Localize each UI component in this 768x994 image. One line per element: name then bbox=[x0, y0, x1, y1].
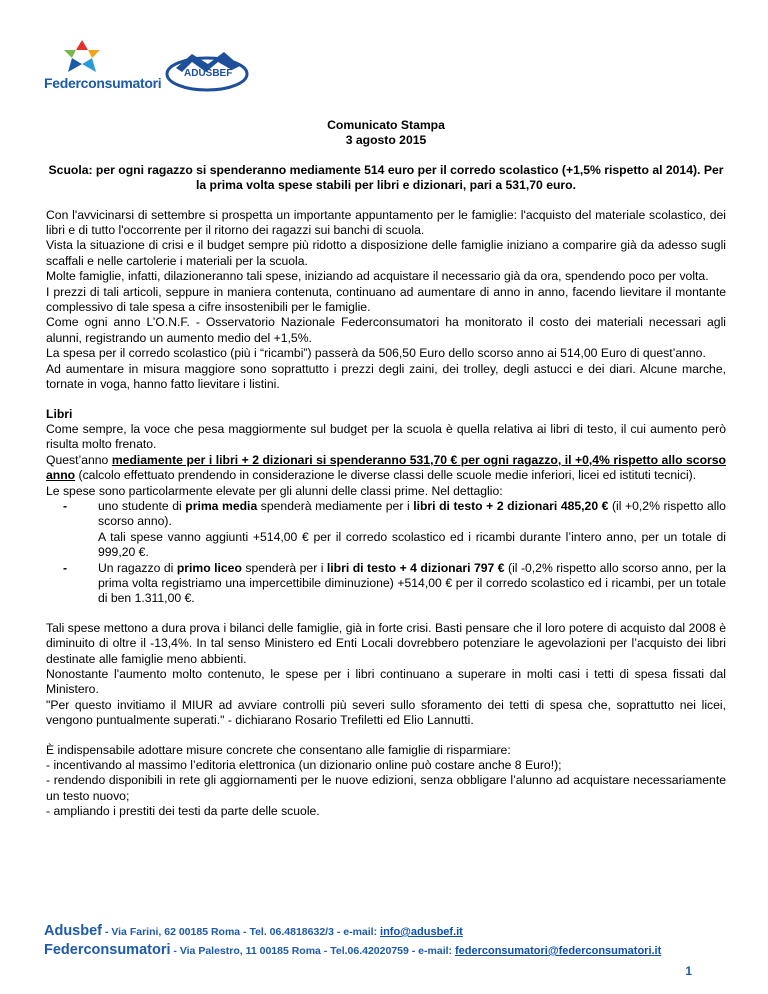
body-paragraph: Tali spese mettono a dura prova i bilanci delle famiglie, già in forte crisi. Basti pensare che il loro potere di acquisto dal 2008 è diminuito di oltre il -13,4%. In tal senso Ministero ed Enti Locali dovrebbero potenziare le agevolazioni per l’acquisto dei libri destinate alle famiglie meno abbienti. bbox=[46, 620, 726, 666]
intro-paragraph: Con l'avvicinarsi di settembre si prospetta un importante appuntamento per le famiglie: l'acquisto del materiale scolastico, dei libri e di tutto l'occorrente per il ritorno dei ragazzi sui banchi di scuola. bbox=[46, 207, 726, 238]
body-paragraph: - incentivando al massimo l’editoria elettronica (un dizionario online può costare anche 8 Euro!); bbox=[46, 758, 562, 773]
body-paragraph: Nonostante l'aumento molto contenuto, le spese per i libri continuano a superare in molti casi i tetti di spesa fissati dal Ministero. bbox=[46, 667, 726, 697]
release-date: 3 agosto 2015 bbox=[345, 133, 427, 148]
body-paragraph: - ampliando i prestiti dei testi da parte delle scuole. bbox=[46, 804, 320, 819]
intro-paragraph: Vista la situazione di crisi e il budget sempre più ridotto a disposizione delle famiglie iniziano a comparire già da adesso sugli scaffali e nelle cartolerie i materiali per la scuola. bbox=[46, 238, 726, 268]
footer-federconsumatori: Federconsumatori - Via Palestro, 11 00185 Roma - Tel.06.42020759 - e-mail: federconsumatori@federconsumatori.it bbox=[44, 942, 662, 958]
logos bbox=[44, 40, 304, 100]
body-paragraph: "Per questo invitiamo il MIUR ad avviare controlli più severi sullo sforamento dei tetti di spesa che, soprattutto nei licei, vengono puntualmente superati." - dichiarano Rosario Trefiletti ed Elio Lannutti. bbox=[46, 697, 726, 728]
release-title: Scuola: per ogni ragazzo si spenderanno mediamente 514 euro per il corredo scolastico (+1,5% rispetto al 2014). Per la prima volta spese stabili per libri e dizionari, pari a 531,70 euro. bbox=[48, 162, 724, 193]
list-item: - Un ragazzo di primo liceo spenderà per i libri di testo + 4 dizionari 797 € (il -0,2% rispetto allo scorso anno, per la prima volta registriamo una impercettibile diminuzione) +514,00 € per il corredo scolastico ed i ricambi, per un totale di ben 1.311,00 €. bbox=[63, 560, 726, 606]
release-label: Comunicato Stampa bbox=[327, 118, 445, 132]
press-release bbox=[46, 118, 726, 820]
federconsumatori-email-link[interactable]: federconsumatori@federconsumatori.it bbox=[454, 945, 662, 957]
adusbef-logo bbox=[162, 50, 252, 96]
page-number: 1 bbox=[685, 964, 692, 978]
intro-paragraph: La spesa per il corredo scolastico (più i “ricambi”) passerà da 506,50 Euro dello scorso anno ai 514,00 Euro di quest’anno. bbox=[46, 346, 706, 361]
section-heading-libri: Libri bbox=[46, 406, 73, 421]
highlight-text: mediamente per i libri + 2 dizionari si spenderanno 531,70 € per ogni ragazzo, il +0,4% rispetto allo scorso anno bbox=[46, 452, 726, 483]
footer bbox=[44, 922, 744, 960]
libri-paragraph: Come sempre, la voce che pesa maggiormente sul budget per la scuola è quella relativa ai libri di testo, il cui aumento però risulta molto frenato. bbox=[46, 421, 726, 452]
list-item: - uno studente di prima media spenderà mediamente per i libri di testo + 2 dizionari 485,20 € (il +0,2% rispetto allo scorso anno). A tali spese vanno aggiunti +514,00 € per il corredo scolastico ed i ricambi durante l’intero anno, per un totale di 999,20 €. bbox=[63, 498, 726, 560]
footer-adusbef: Adusbef - Via Farini, 62 00185 Roma - Tel. 06.4818632/3 - e-mail: info@adusbef.it bbox=[44, 923, 463, 939]
adusbef-wordmark: ADUSBEF bbox=[184, 68, 233, 79]
body-paragraph: È indispensabile adottare misure concrete che consentano alle famiglie di risparmiare: bbox=[46, 742, 511, 757]
intro-paragraph: Ad aumentare in misura maggiore sono soprattutto i prezzi degli zaini, dei trolley, degli astucci e dei diari. Alcune marche, tornate in voga, hanno fatto lievitare i listini. bbox=[46, 361, 726, 392]
body-paragraph: - rendendo disponibili in rete gli aggiornamenti per le nuove edizioni, senza obbligare l’alunno ad acquistare necessariamente un testo nuovo; bbox=[46, 773, 726, 803]
libri-paragraph: Le spese sono particolarmente elevate per gli alunni delle classi prime. Nel dettaglio: bbox=[46, 483, 503, 498]
intro-paragraph: Molte famiglie, infatti, dilazioneranno tali spese, iniziando ad acquistare il necessario già da ora, spendendo poco per volta. bbox=[46, 269, 709, 284]
adusbef-email-link[interactable]: info@adusbef.it bbox=[380, 926, 463, 938]
intro-paragraph: I prezzi di tali articoli, seppure in maniera contenuta, continuano ad aumentare di anno in anno, facendo lievitare il montante complessivo di tale spesa a cifre insostenibili per le famiglie. bbox=[46, 284, 726, 315]
federconsumatori-star-icon bbox=[64, 40, 100, 74]
federconsumatori-logo bbox=[44, 40, 162, 98]
libri-paragraph: Quest’anno mediamente per i libri + 2 dizionari si spenderanno 531,70 € per ogni ragazzo, il +0,4% rispetto allo scorso anno (calcolo effettuato prendendo in considerazione le diverse classi delle scuole medie inferiori, licei ed istituti tecnici). bbox=[46, 452, 726, 483]
federconsumatori-wordmark: Federconsumatori bbox=[44, 75, 162, 91]
intro-paragraph: Come ogni anno L’O.N.F. - Osservatorio Nazionale Federconsumatori ha monitorato il costo dei materiali necessari agli alunni, registrando un aumento medio del +1,5%. bbox=[46, 315, 726, 345]
